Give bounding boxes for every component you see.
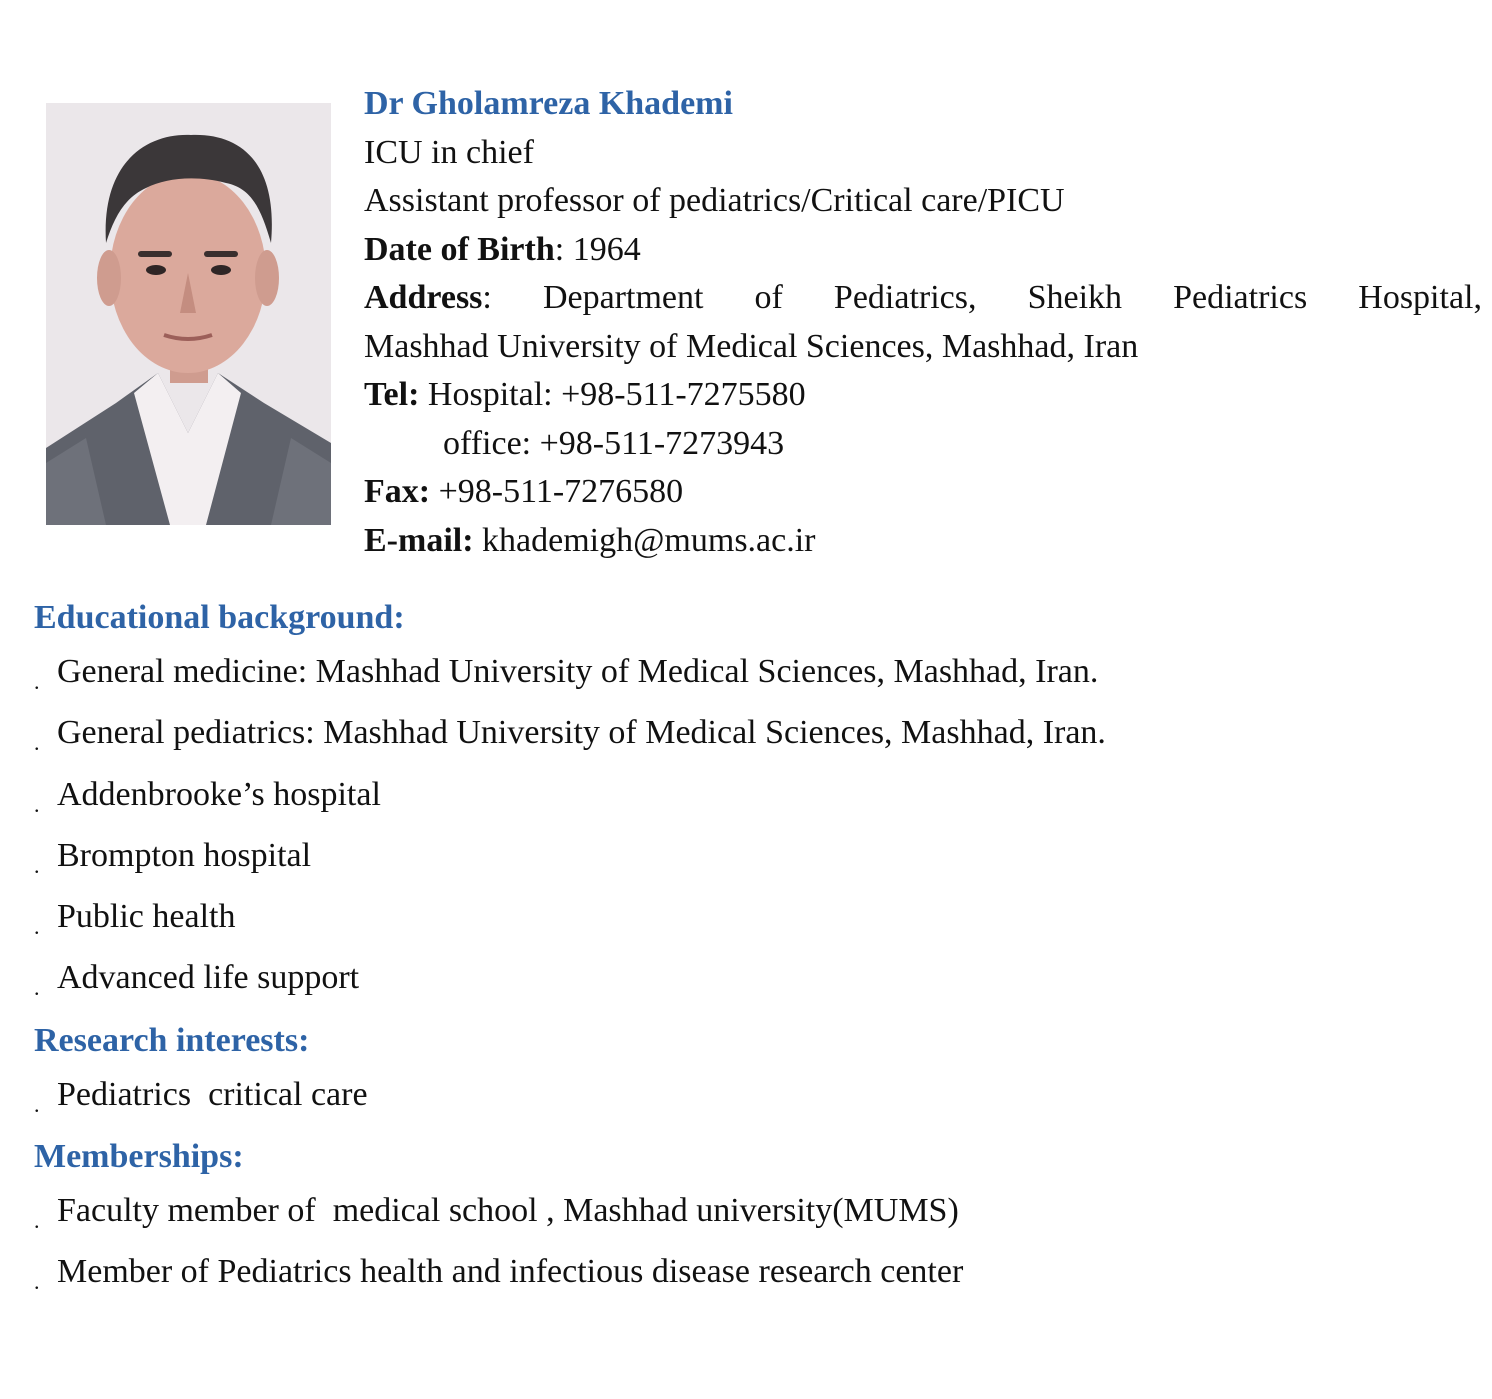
dob-label: Date of Birth xyxy=(364,230,555,268)
tel-office: office: +98-511-7273943 xyxy=(443,424,785,462)
list-item-text: Advanced life support xyxy=(57,959,360,997)
list-item xyxy=(34,893,1474,954)
address-line2: Mashhad University of Medical Sciences, Mashhad, Iran xyxy=(364,327,1139,365)
research-heading: Research interests: xyxy=(34,1021,310,1059)
list-item-text: Brompton hospital xyxy=(57,836,312,874)
address-line1: : Department of Pediatrics, Sheikh Pediatrics Hospital, xyxy=(482,279,1482,316)
bullet: . xyxy=(34,669,40,694)
doctor-name: Dr Gholamreza Khademi xyxy=(364,85,733,122)
tel-hospital: Hospital: +98-511-7275580 xyxy=(419,376,806,413)
list-item-text: Member of Pediatrics health and infectious disease research center xyxy=(57,1253,964,1291)
bullet: . xyxy=(34,914,40,940)
fax-value: +98-511-7276580 xyxy=(430,473,684,510)
list-item xyxy=(34,771,1474,832)
bullet: . xyxy=(34,975,40,1001)
cv-sections xyxy=(34,593,1474,1310)
fax-label: Fax: xyxy=(364,473,431,510)
memberships-heading: Memberships: xyxy=(34,1138,244,1176)
education-heading: Educational background: xyxy=(34,599,405,636)
list-item-text: General medicine: Mashhad University of Medical Sciences, Mashhad, Iran. xyxy=(57,653,1099,690)
profile-info xyxy=(364,80,1482,565)
email xyxy=(364,517,1482,566)
email-label: E-mail: xyxy=(364,521,474,559)
bullet: . xyxy=(34,1091,40,1117)
list-item xyxy=(34,832,1474,893)
list-item xyxy=(34,954,1474,1015)
bullet: . xyxy=(34,791,40,817)
list-item xyxy=(34,709,1474,770)
date-of-birth xyxy=(364,226,1482,275)
list-item xyxy=(34,1071,1474,1132)
email-value: khademigh@mums.ac.ir xyxy=(473,521,816,559)
bullet: . xyxy=(34,730,40,756)
list-item-text: Addenbrooke’s hospital xyxy=(57,775,381,813)
bullet: . xyxy=(34,1208,40,1234)
fax xyxy=(364,468,1482,517)
position: ICU in chief xyxy=(364,133,534,171)
address-label: Address xyxy=(364,279,483,316)
telephone xyxy=(364,371,1482,420)
dob-value: : 1964 xyxy=(554,230,641,268)
bullet: . xyxy=(34,1269,40,1295)
list-item-text: General pediatrics: Mashhad University of Medical Sciences, Mashhad, Iran. xyxy=(57,714,1106,752)
list-item xyxy=(34,1248,1474,1309)
list-item xyxy=(34,648,1474,709)
tel-label: Tel: xyxy=(364,376,420,413)
list-item xyxy=(34,1187,1474,1248)
address xyxy=(364,274,1482,323)
profile-photo xyxy=(46,103,331,525)
academic-title: Assistant professor of pediatrics/Critical care/PICU xyxy=(364,182,1065,219)
list-item-text: Pediatrics critical care xyxy=(57,1075,368,1113)
list-item-text: Faculty member of medical school , Mashhad university(MUMS) xyxy=(57,1192,959,1230)
bullet: . xyxy=(34,852,40,878)
list-item-text: Public health xyxy=(57,898,236,936)
portrait-illustration xyxy=(46,103,331,525)
